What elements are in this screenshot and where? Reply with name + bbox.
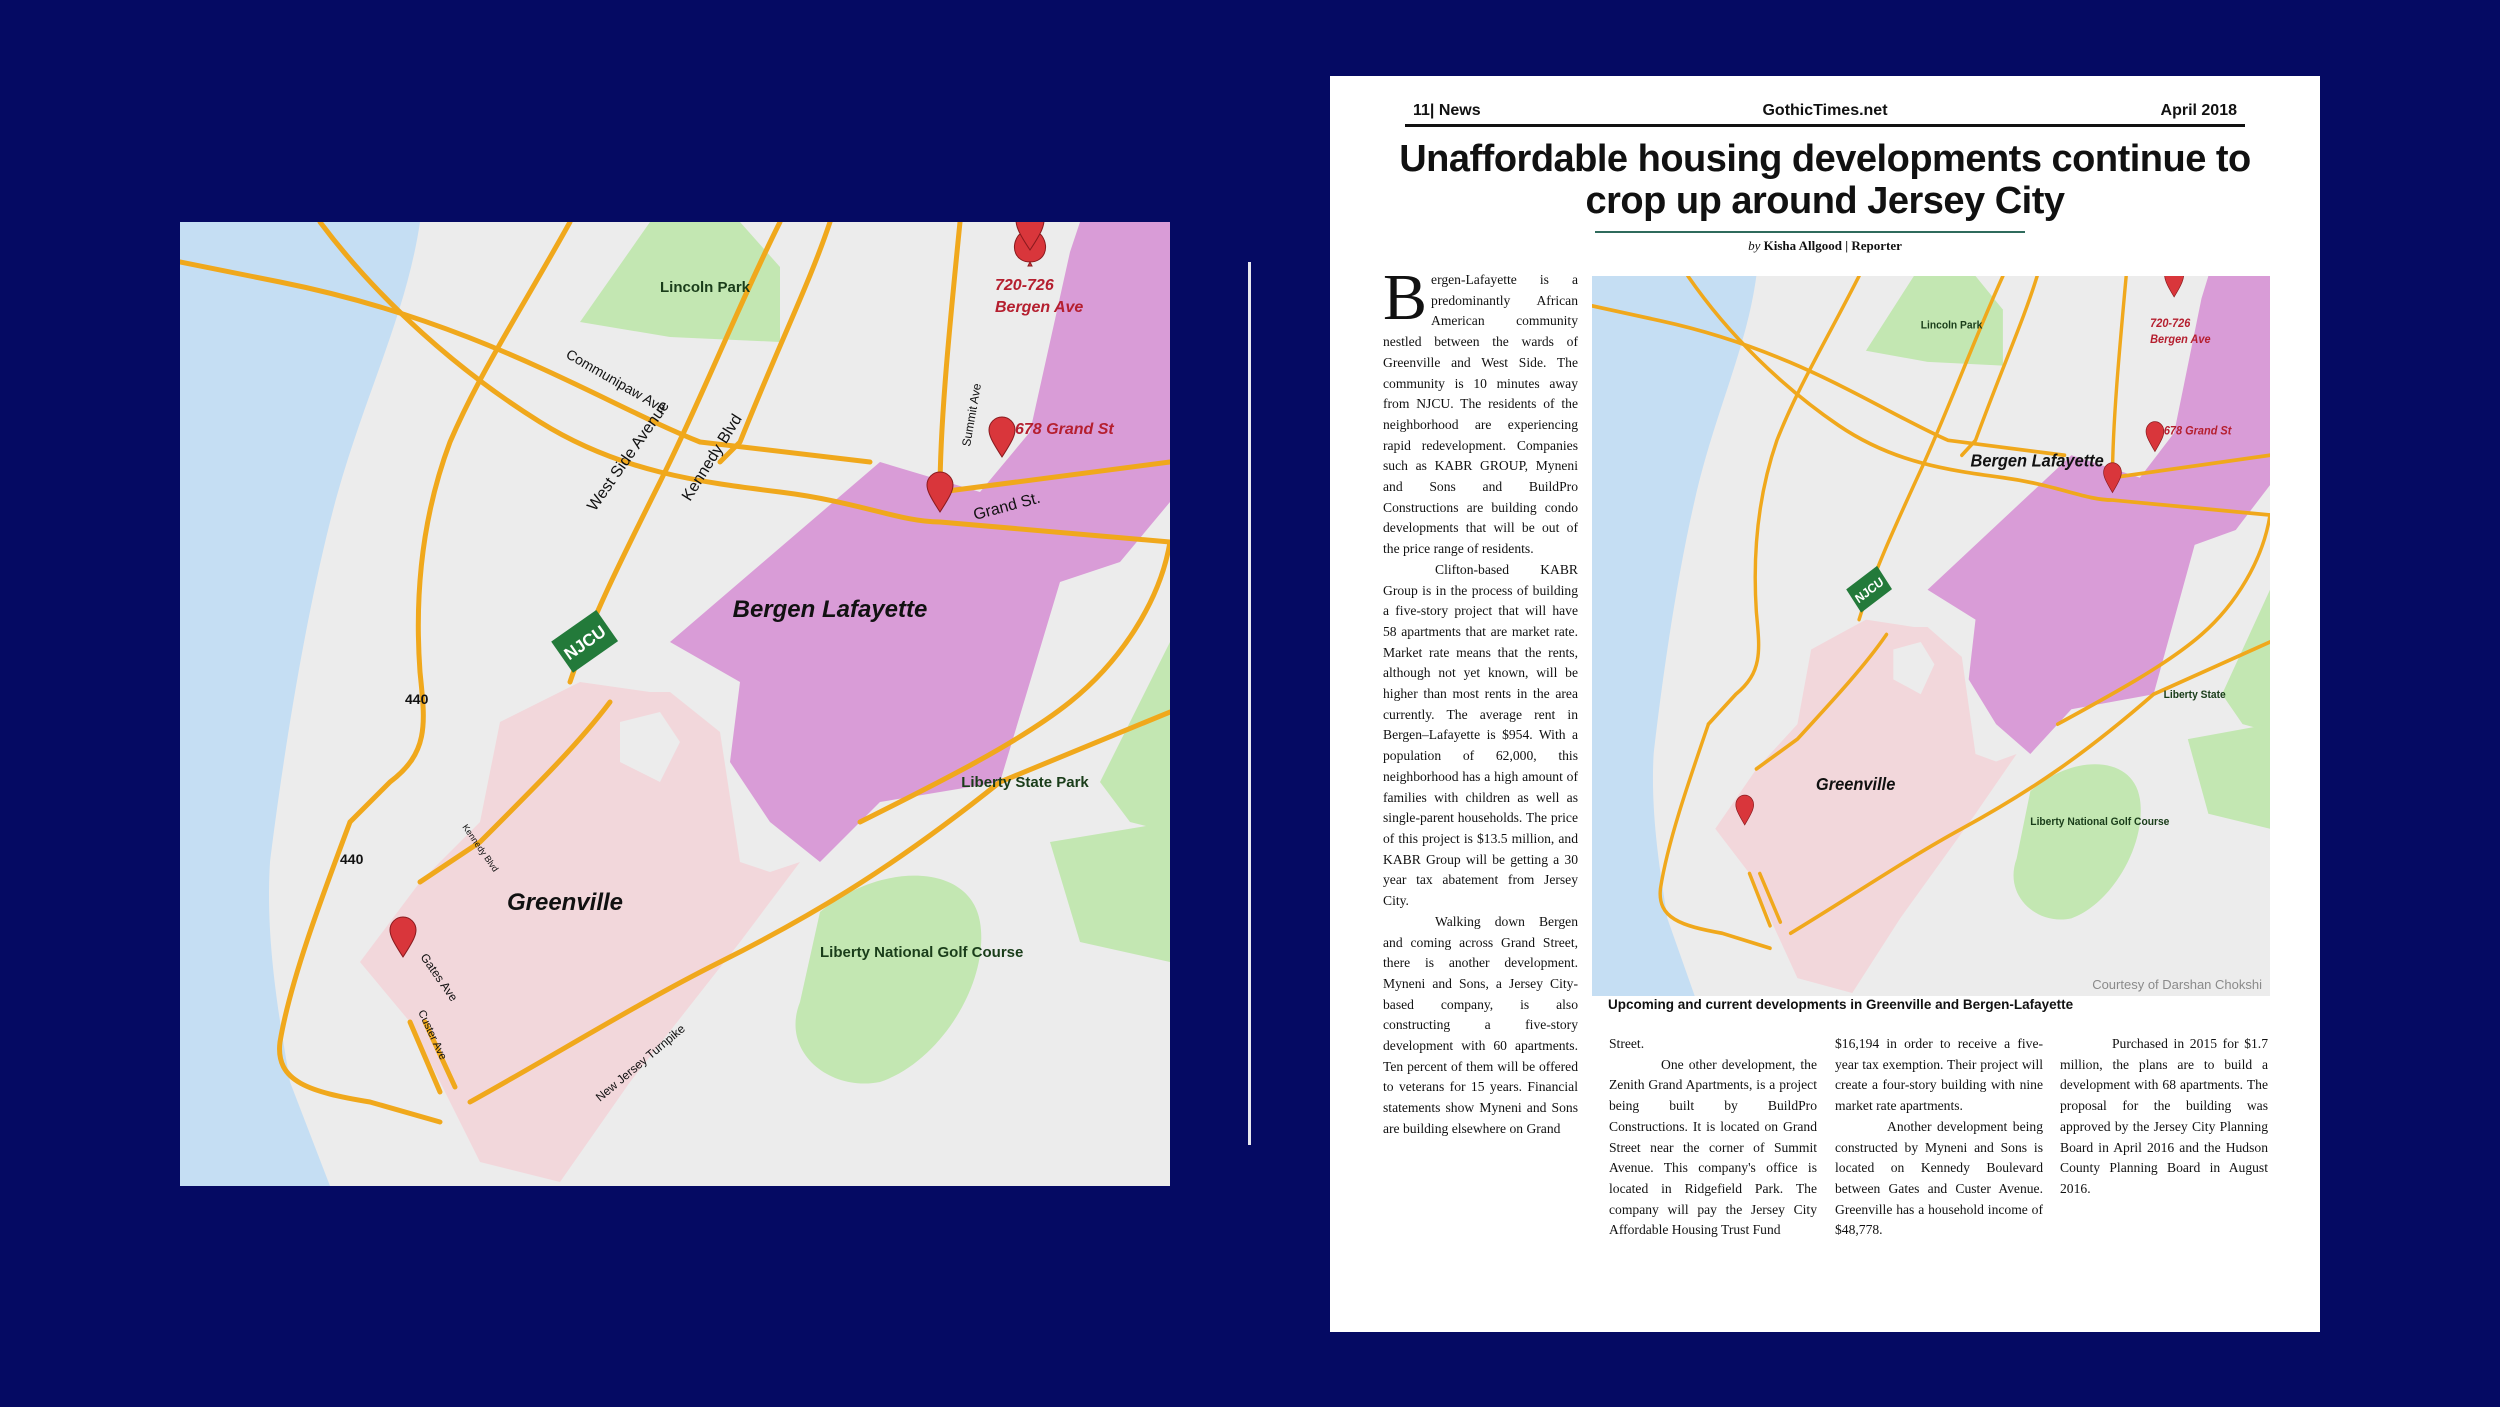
label-west-side: West Side Avenue <box>584 397 673 515</box>
site-name: GothicTimes.net <box>1762 102 1888 119</box>
article-label-lincoln: Lincoln Park <box>1920 318 1983 332</box>
njcu-label: NJCU <box>560 621 610 664</box>
issue-date: April 2018 <box>2160 102 2237 119</box>
label-440-a: 440 <box>405 691 429 707</box>
byline-prefix: by <box>1748 238 1761 253</box>
divider <box>1248 262 1251 1145</box>
label-communipaw: Communipaw Ave <box>563 345 669 416</box>
headline-rule <box>1595 231 2025 233</box>
neighborhood-map <box>180 222 1170 1186</box>
article-column-3 <box>1835 1034 2043 1241</box>
label-bergen-lafayette: Bergen Lafayette <box>732 596 928 623</box>
label-golf-course-1: Liberty National Golf Course <box>820 944 1024 961</box>
article-label-golf: Liberty National Golf Course <box>2030 815 2170 829</box>
page-header <box>1405 100 2245 127</box>
article-map <box>1592 276 2270 996</box>
article-p1: ergen-Lafayette is a predominantly African American community nestled between the wards of Greenville and West Side. The community is 10 minutes away from NJCU. The residents of the neighborhood are experiencing rapid redevelopment. Companies such as KABR GROUP, Myneni and Sons and BuildPro Constructions are building condo developments that will be out of the price range of residents. <box>1383 272 1578 557</box>
article-label-bergen: Bergen Lafayette <box>1970 449 2104 471</box>
article-marker-678: 678 Grand St <box>2163 424 2232 438</box>
article-p3-end: Street. <box>1609 1036 1645 1051</box>
map-caption: Upcoming and current developments in Greenville and Bergen-Lafayette <box>1608 997 2074 1012</box>
label-custer: Custer Ave <box>415 1008 449 1062</box>
label-grand-st: Grand St. <box>971 489 1043 524</box>
label-kennedy-2: Kennedy Blvd <box>460 822 501 874</box>
label-440-b: 440 <box>340 851 364 867</box>
marker-label-678: 678 Grand St <box>1015 421 1114 438</box>
article-column-2 <box>1609 1034 1817 1241</box>
marker-label-address: 720-726 <box>995 277 1054 294</box>
article-marker-street: Bergen Ave <box>2150 333 2211 347</box>
article-p6: Purchased in 2015 for $1.7 million, the plans are to build a development with 68 apartments. The proposal for the building was approved by the Jersey City Planning Board in April 2016 and the Hudson County Planning Board in August 2016. <box>2060 1036 2268 1196</box>
headline: Unaffordable housing developments continue to crop up around Jersey City <box>1399 138 2251 222</box>
label-gates: Gates Ave <box>417 950 461 1004</box>
issue-label: 11| News <box>1413 102 1481 119</box>
article-map-svg <box>1592 276 2270 996</box>
label-summit: Summit Ave <box>959 382 985 448</box>
marker-label-street: Bergen Ave <box>995 299 1084 316</box>
article-marker-address: 720-726 <box>2150 317 2191 330</box>
article-p4-end: $16,194 in order to receive a five-year tax exemption. Their project will create a four-story building with nine market rate apartments. <box>1835 1036 2043 1114</box>
article-label-greenville: Greenville <box>1815 773 1896 795</box>
photo-credit: Courtesy of Darshan Chokshi <box>2092 977 2262 992</box>
label-greenville: Greenville <box>506 889 624 916</box>
label-liberty-state-park: Liberty State Park <box>961 774 1089 791</box>
byline-author: Kisha Allgood | Reporter <box>1763 238 1902 253</box>
map-svg <box>180 222 1170 1186</box>
article-column-4 <box>2060 1034 2268 1200</box>
article-p5: Another development being constructed by Myneni and Sons is located on Kennedy Boulevard between Gates and Custer Avenue. Greenville has a household income of $48,778. <box>1835 1118 2043 1238</box>
article-p4: One other development, the Zenith Grand Apartments, is a project being built by BuildPro Constructions. It is located on Grand Street near the corner of Summit Avenue. This company's office is located in Ridgefield Park. The company will pay the Jersey City Affordable Housing Trust Fund <box>1609 1056 1817 1238</box>
label-lincoln-park: Lincoln Park <box>660 279 751 296</box>
byline <box>1330 238 2320 254</box>
article-p2: Clifton-based KABR Group is in the process of building a five-story project that will have 58 apartments that are market rate. Market rate means that the rents, although not yet known, will be higher than most rents in the area currently. The average rent in Bergen–Lafayette is $954. With a population of 62,000, this neighborhood has a high amount of families with children as well as single-parent households. The price of this project is $13.5 million, and KABR Group will be getting a 30 year tax abatement from Jersey City. <box>1383 561 1578 909</box>
label-turnpike: New Jersey Turnpike <box>592 1021 688 1105</box>
article-njcu-label: NJCU <box>1852 574 1887 607</box>
article-p3: Walking down Bergen and coming across Grand Street, there is another development. Myneni and Sons, a Jersey City-based company, is also constructing a five-story development with 60 apartments. Ten percent of them will be offered to veterans for 15 years. Financial statements show Myneni and Sons are building elsewhere on Grand <box>1383 913 1578 1136</box>
article-label-liberty-state: Liberty State <box>2163 688 2226 702</box>
label-kennedy: Kennedy Blvd <box>678 411 746 505</box>
drop-cap: B <box>1383 261 1428 334</box>
newspaper-page <box>1330 76 2320 1332</box>
article-column-1 <box>1383 261 1578 1140</box>
